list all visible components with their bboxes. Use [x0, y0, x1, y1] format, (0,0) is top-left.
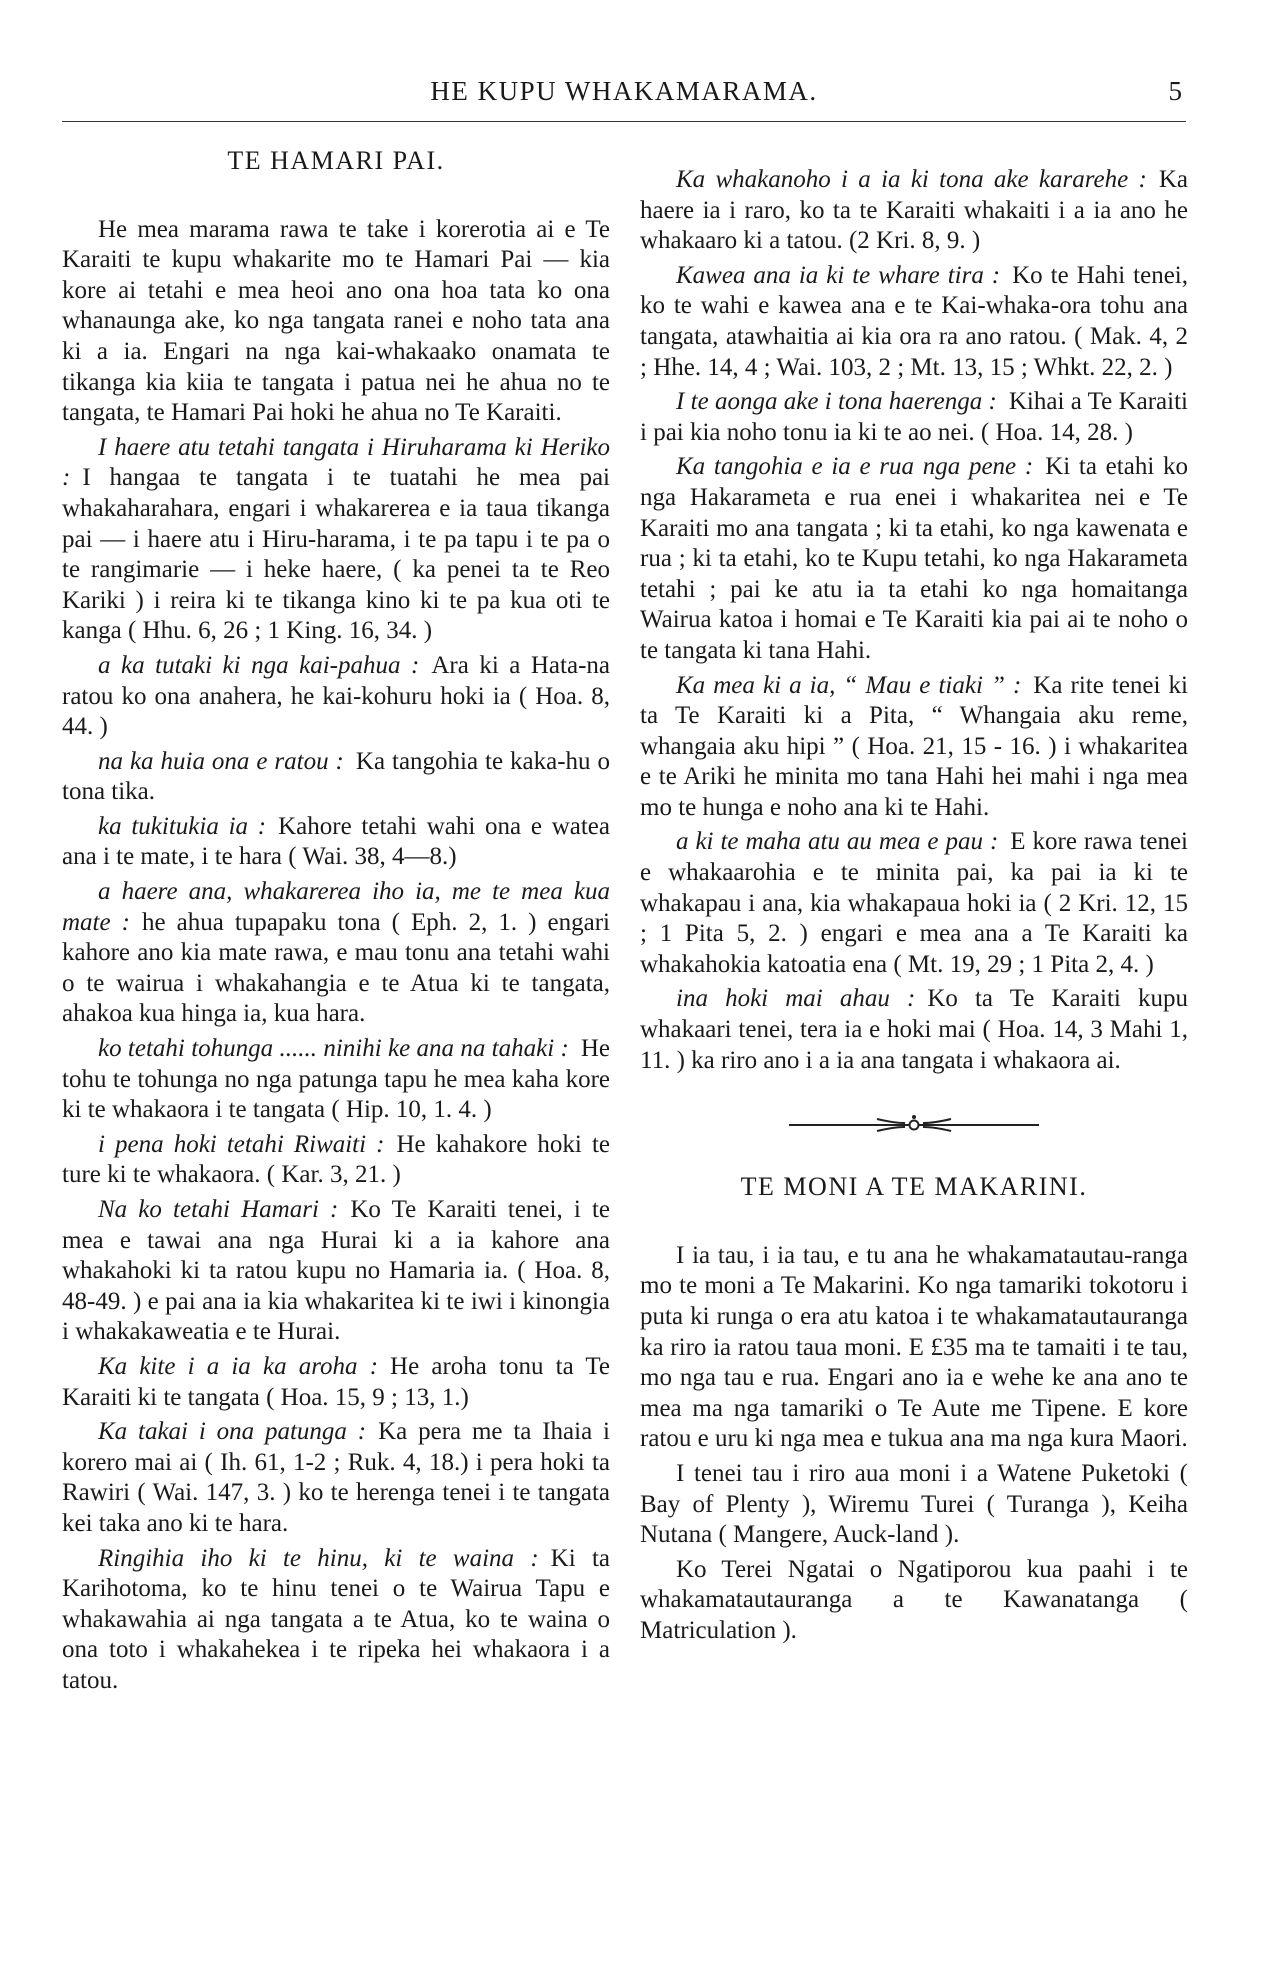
paragraph-text: Kihai a Te Karaiti i pai kia noho tonu ia ki te ao nei. ( Hoa. 14, 28. ) [640, 388, 1188, 446]
paragraph-lead: ka tukitukia ia : [98, 812, 267, 840]
paragraph [62, 877, 610, 1030]
paragraph [62, 651, 610, 743]
paragraph [62, 1352, 610, 1413]
paragraph-text: He kahakore hoki te ture ki te whakaora. ( Kar. 3, 21. ) [62, 1130, 610, 1189]
right-column [640, 165, 1188, 1651]
paragraph [62, 1417, 610, 1539]
paragraph-lead: I te aonga ake i tona haerenga : [676, 388, 997, 416]
paragraph [640, 984, 1188, 1076]
ornamental-divider [640, 1112, 1188, 1136]
paragraph-text: I tenei tau i riro aua moni i a Watene Puketoki ( Bay of Plenty ), Wiremu Turei ( Turanga ), Keiha Nutana ( Mangere, Auck-land ). [640, 1459, 1188, 1549]
paragraph-text: I ia tau, i ia tau, e tu ana he whakamatautau-ranga mo te moni a Te Makarini. Ko nga tamariki tokotoru i puta ki runga o era atu katoa i te whakamatautauranga ka riro ia ratou taua moni. E £35 ma te tamaiti i te tau, mo nga tau e rua. Engari ano ia e wehe ke ana ano te mea ma nga tamariki o Te Aute me Tipene. E kore ratou e uru ki nga mea e tukua ana ma nga kura Maori. [640, 1241, 1188, 1453]
paragraph [640, 827, 1188, 980]
paragraph-lead: Ringihia iho ki te hinu, ki te waina : [98, 1544, 539, 1572]
ornament-icon [789, 1114, 1039, 1134]
paragraph-lead: Ka mea ki a ia, “ Mau e tiaki ” : [676, 671, 1022, 699]
paragraph-text: He aroha tonu ta Te Karaiti ki te tangata ( Hoa. 15, 9 ; 13, 1.) [62, 1352, 611, 1411]
paragraph-lead: i pena hoki tetahi Riwaiti : [98, 1130, 385, 1158]
paragraph-text: Ki ta etahi ko nga Hakarameta e rua enei i whakaritea nei e Te Karaiti mo ana tangata ; ki ta etahi, ko nga kawenata e rua ; ki ta etahi, ko te Kupu tetahi, ko nga Hakarameta tetahi ; pai ke atu ia ta etahi ko nga homaitanga Wairua katoa i homai e Te Karaiti kia pai ai te noho o te tangata ki tana Hahi. [640, 453, 1188, 664]
paragraph [640, 387, 1188, 448]
paragraph-text: Ka tangohia te kaka-hu o tona tika. [62, 747, 611, 806]
paragraph-lead: Kawea ana ia ki te whare tira : [676, 261, 1001, 289]
paragraph-lead: Ka kite i a ia ka aroha : [98, 1352, 379, 1380]
paragraph-lead: ina hoki mai ahau : [676, 985, 916, 1013]
running-title: HE KUPU WHAKAMARAMA. [430, 76, 818, 106]
paragraph-text: he ahua tupapaku tona ( Eph. 2, 1. ) engari kahore ano kia mate rawa, e mau tonu ana tetahi wahi o te wairua i whakahangia e te Atua ki te tangata, ahakoa kua hinga ia, kua hara. [62, 908, 610, 1028]
paragraph [62, 1130, 610, 1191]
paragraph-text: Ko ta Te Karaiti kupu whakaari tenei, tera ia e hoki mai ( Hoa. 14, 3 Mahi 1, 11. ) ka riro ano i a ia ana tangata i whakaora ai. [640, 985, 1188, 1074]
paragraph [62, 1195, 610, 1348]
paragraph [640, 261, 1188, 383]
paragraph-lead: a haere ana, whakarerea iho ia, me te mea kua mate : [62, 878, 610, 936]
paragraph-lead: na ka huia ona e ratou : [98, 747, 344, 775]
paragraph-text: Ko Terei Ngatai o Ngatiporou kua paahi i te whakamatautauranga a te Kawanatanga ( Matriculation ). [640, 1555, 1188, 1644]
paragraph-lead: a ki te maha atu au mea e pau : [676, 828, 999, 856]
paragraph-text: Ara ki a Hata-na ratou ko ona anahera, he kai-kohuru hoki ia ( Hoa. 8, 44. ) [62, 651, 610, 741]
paragraph [640, 1459, 1188, 1551]
paragraph [640, 452, 1188, 666]
paragraph-lead: Ka tangohia e ia e rua nga pene : [676, 453, 1034, 481]
paragraph-text: Ka rite tenei ki ta Te Karaiti ki a Pita, “ Whangaia aku reme, whangaia aku hipi ” ( Hoa. 21, 15 - 16. ) i whakaritea e te Ariki he minita mo tana Hahi hei mahi i nga mea mo te hunga e noho ana ki te Hahi. [640, 671, 1188, 821]
paragraph-text: He tohu te tohunga no nga patunga tapu he mea kaha kore ki te whakaora i te tangata ( Hip. 10, 1. 4. ) [62, 1035, 610, 1124]
paragraph [62, 215, 610, 429]
section-heading-hamari-pai: TE HAMARI PAI. [227, 146, 445, 175]
paragraph-lead: Ka takai i ona patunga : [98, 1418, 367, 1446]
section-heading-moni-makarini: TE MONI A TE MAKARINI. [740, 1172, 1088, 1202]
paragraph-text: Ko te Hahi tenei, ko te wahi e kawea ana e te Kai-whaka-ora tohu ana tangata, atawhaitia ai kia ora ra ano ratou. ( Mak. 4, 2 ; Hhe. 14, 4 ; Wai. 103, 2 ; Mt. 13, 15 ; Whkt. 22, 2. ) [640, 261, 1188, 381]
paragraph-text: Ko Te Karaiti tenei, i te mea e tawai ana nga Hurai ki a ia kahore ana whakahoki ki ta ratou kupu no Hamaria ia. ( Hoa. 8, 48-49. ) e pai ana ia kia whakaritea ki te iwi i kinongia i whakakaweatia e te Hurai. [62, 1196, 610, 1346]
paragraph-lead: a ka tutaki ki nga kai-pahua : [98, 651, 420, 679]
paragraph [62, 812, 610, 873]
paragraph-lead: ko tetahi tohunga ...... ninihi ke ana na tahaki : [98, 1035, 569, 1063]
page-number: 5 [1168, 76, 1182, 106]
paragraph-lead: Ka whakanoho i a ia ki tona ake kararehe : [676, 166, 1147, 193]
paragraph [62, 433, 610, 647]
header-rule [62, 121, 1186, 122]
paragraph [640, 1241, 1188, 1455]
paragraph-text: He mea marama rawa te take i korerotia ai e Te Karaiti te kupu whakarite mo te Hamari Pai — kia kore ai tetahi e mea heoi ano ona hoa tata ko ona whanaunga ake, ko nga tangata ranei e noho tata ana ki a ia. Engari na nga kai-whakaako onamata te tikanga kia kiia te tangata i patua nei he ahua no te tangata, te Hamari Pai hoki he ahua no Te Karaiti. [62, 215, 610, 427]
paragraph-text: I hangaa te tangata i te tuatahi he mea pai whakaharahara, engari i whakarerea e ia taua tikanga pai — i haere atu i Hiru-harama, i te pa tapu i te pa o te rangimarie — i heke haere, ( ka penei ta te Reo Kariki ) i reira ki te tikanga kino ki te pa kua oti te kanga ( Hhu. 6, 26 ; 1 King. 16, 34. ) [62, 464, 610, 645]
paragraph-lead: I haere atu tetahi tangata i Hiruharama ki Heriko : [62, 433, 610, 492]
paragraph [62, 1544, 610, 1697]
paragraph-text: Ka pera me ta Ihaia i korero mai ai ( Ih. 61, 1-2 ; Ruk. 4, 18.) i pera hoki ta Rawiri ( Wai. 147, 3. ) ko te herenga tenei i te tangata kei taka ano ki te hara. [62, 1418, 610, 1537]
paragraph [640, 165, 1188, 257]
paragraph [62, 1034, 610, 1126]
paragraph-text: Ki ta Karihotoma, ko te hinu tenei o te Wairua Tapu e whakawahia ai nga tangata a te Atua, ko te waina o ona toto i whakahekea i te ripeka hei whakaora i a tatou. [62, 1544, 610, 1694]
paragraph [62, 747, 610, 808]
left-column [62, 146, 610, 1701]
paragraph [640, 1555, 1188, 1647]
paragraph [640, 671, 1188, 824]
paragraph-lead: Na ko tetahi Hamari : [98, 1196, 339, 1223]
paragraph-text: Kahore tetahi wahi ona e watea ana i te mate, i te hara ( Wai. 38, 4—8.) [62, 812, 611, 871]
running-header [62, 76, 1186, 120]
paragraph-text: Ka haere ia i raro, ko ta te Karaiti whakaiti i a ia ano he whakaaro ki a tatou. (2 Kri. 8, 9. ) [640, 166, 1188, 255]
paragraph-text: E kore rawa tenei e whakaarohia e te minita pai, ka pai ia ki te whakapau i ana, kia whakapaua hoki ia ( 2 Kri. 12, 15 ; 1 Pita 5, 2. ) engari e mea ana a Te Karaiti ka whakahokia katoatia ena ( Mt. 19, 29 ; 1 Pita 2, 4. ) [640, 828, 1189, 978]
